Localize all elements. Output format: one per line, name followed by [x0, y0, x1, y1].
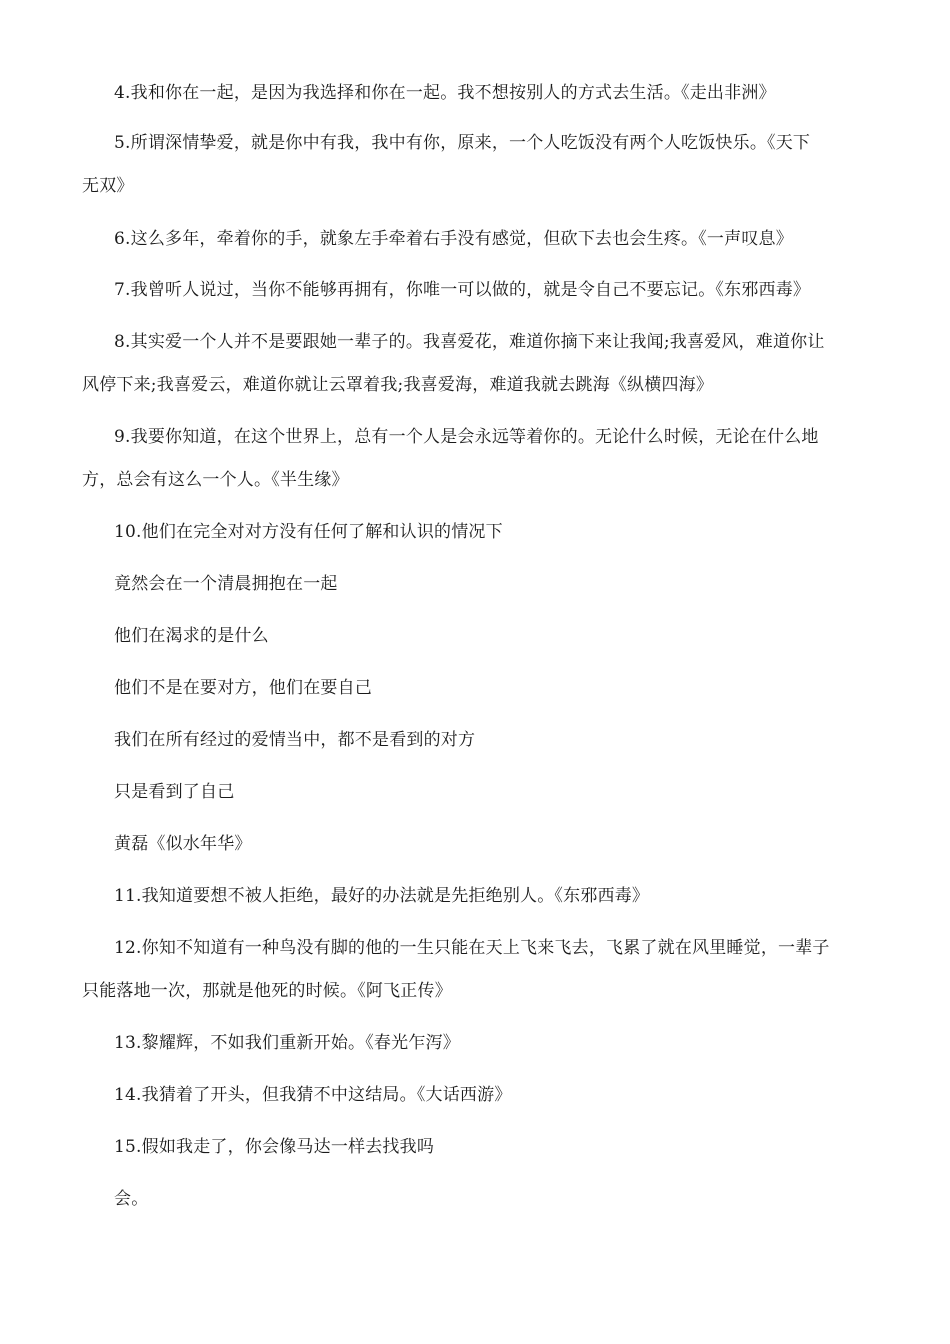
quote-5-line-1: 5.所谓深情挚爱，就是你中有我，我中有你，原来，一个人吃饭没有两个人吃饭快乐。《天下 — [114, 133, 811, 153]
quote-5-line-2: 无双》 — [82, 176, 134, 196]
quote-7-line-1: 7.我曾听人说过，当你不能够再拥有，你唯一可以做的，就是令自己不要忘记。《东邪西毒》 — [114, 280, 811, 300]
quote-10-line-3: 他们在渴求的是什么 — [114, 626, 269, 646]
quote-14-line-1: 14.我猜着了开头，但我猜不中这结局。《大话西游》 — [114, 1085, 512, 1105]
quote-9-line-1: 9.我要你知道，在这个世界上，总有一个人是会永远等着你的。无论什么时候，无论在什么地 — [114, 427, 819, 447]
quote-8-line-2: 风停下来;我喜爱云，难道你就让云罩着我;我喜爱海，难道我就去跳海《纵横四海》 — [82, 375, 714, 395]
quote-10-line-2: 竟然会在一个清晨拥抱在一起 — [114, 574, 338, 594]
quote-15-line-2: 会。 — [114, 1189, 149, 1209]
quote-10-line-6: 只是看到了自己 — [114, 782, 235, 802]
quote-13-line-1: 13.黎耀辉，不如我们重新开始。《春光乍泻》 — [114, 1033, 460, 1053]
quote-15-line-1: 15.假如我走了，你会像马达一样去找我吗 — [114, 1137, 435, 1157]
quote-9-line-2: 方，总会有这么一个人。《半生缘》 — [82, 470, 349, 490]
quote-12-line-2: 只能落地一次，那就是他死的时候。《阿飞正传》 — [82, 981, 452, 1001]
quote-11-line-1: 11.我知道要想不被人拒绝，最好的办法就是先拒绝别人。《东邪西毒》 — [114, 886, 650, 906]
quote-4-line-1: 4.我和你在一起，是因为我选择和你在一起。我不想按别人的方式去生活。《走出非洲》 — [114, 83, 776, 103]
quote-12-line-1: 12.你知不知道有一种鸟没有脚的他的一生只能在天上飞来飞去，飞累了就在风里睡觉，一辈子 — [114, 938, 830, 958]
quote-6-line-1: 6.这么多年，牵着你的手，就象左手牵着右手没有感觉，但砍下去也会生疼。《一声叹息》 — [114, 229, 793, 249]
quote-10-line-4: 他们不是在要对方，他们在要自己 — [114, 678, 372, 698]
quote-10-line-5: 我们在所有经过的爱情当中，都不是看到的对方 — [114, 730, 476, 750]
quote-10-line-1: 10.他们在完全对对方没有任何了解和认识的情况下 — [114, 522, 503, 542]
quote-8-line-1: 8.其实爱一个人并不是要跟她一辈子的。我喜爱花，难道你摘下来让我闻;我喜爱风，难道你让 — [114, 332, 825, 352]
quote-10-attribution: 黄磊《似水年华》 — [114, 834, 252, 854]
